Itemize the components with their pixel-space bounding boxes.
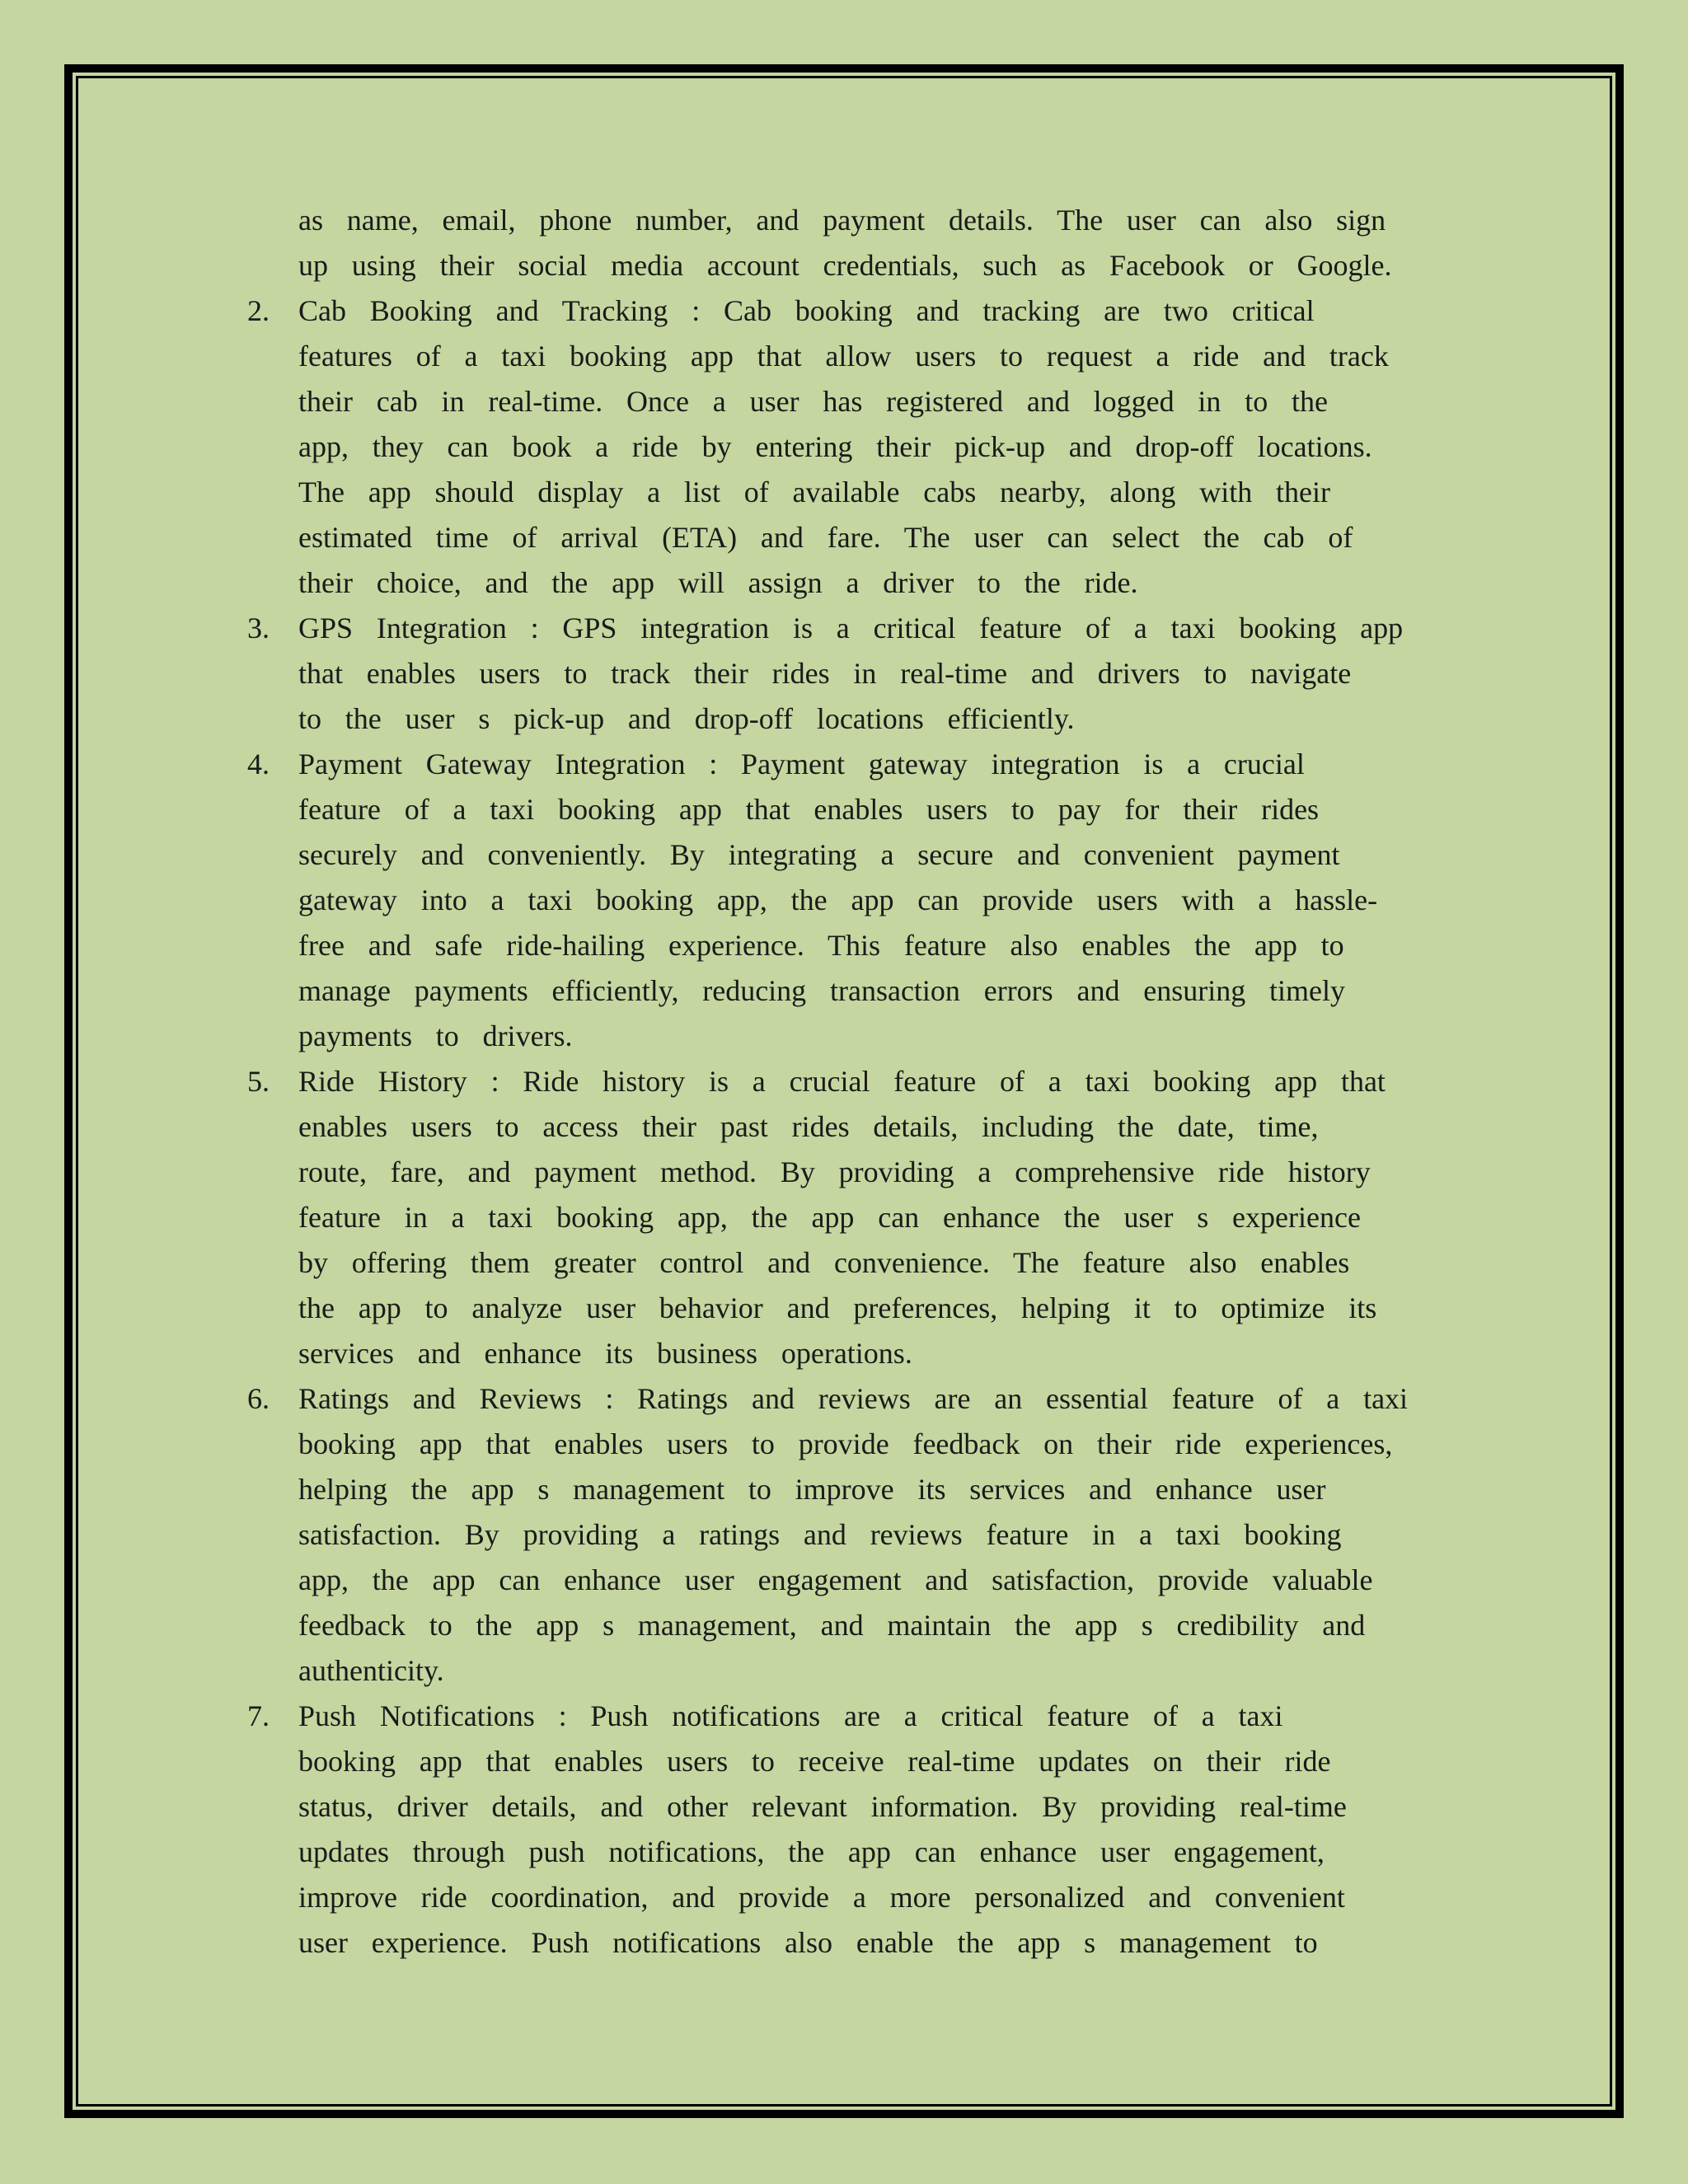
list-item-line [247, 1150, 1492, 1195]
list-item-text: features of a taxi booking app that allow users to request a ride and track [298, 340, 1389, 373]
list-item-line [247, 1648, 1492, 1694]
intro-line-text: up using their social media account credentials, such as Facebook or Google. [298, 249, 1392, 282]
list-item-line [247, 832, 1492, 878]
list-item-line [247, 1603, 1492, 1648]
list-item-line [247, 1830, 1492, 1875]
list-item-line [247, 1240, 1492, 1286]
list-item-line [247, 968, 1492, 1014]
list-item-text: user experience. Push notifications also enable the app s management to [298, 1926, 1318, 1959]
list-item-number: 6. [247, 1382, 270, 1415]
list-item-line [247, 696, 1492, 742]
list-item-line [247, 470, 1492, 515]
list-item-line [247, 1558, 1492, 1603]
list-item-text: their cab in real-time. Once a user has registered and logged in to the [298, 385, 1329, 418]
list-item-line [247, 424, 1492, 470]
list-item-number: 2. [247, 294, 270, 327]
list-item-line [247, 560, 1492, 606]
list-item-text: their choice, and the app will assign a driver to the ride. [298, 566, 1138, 599]
list-item-text: manage payments efficiently, reducing transaction errors and ensuring timely [298, 974, 1346, 1007]
list-item-line [247, 1920, 1492, 1966]
list-item-text: GPS Integration : GPS integration is a critical feature of a taxi booking app [298, 612, 1404, 644]
list-item-line [247, 288, 1492, 334]
list-item-line [247, 1784, 1492, 1830]
list-item-line [247, 1014, 1492, 1059]
list-item-line [247, 1512, 1492, 1558]
list-item-text: by offering them greater control and convenience. The feature also enables [298, 1246, 1350, 1279]
list-item-text: route, fare, and payment method. By providing a comprehensive ride history [298, 1155, 1371, 1188]
list-item-text: helping the app s management to improve its services and enhance user [298, 1473, 1326, 1506]
list-item-text: Ratings and Reviews : Ratings and reviews are an essential feature of a taxi [298, 1382, 1409, 1415]
list-item-line [247, 651, 1492, 696]
list-item-line [247, 334, 1492, 379]
intro-line [247, 243, 1492, 288]
list-item-line [247, 742, 1492, 787]
list-item-text: feature of a taxi booking app that enables users to pay for their rides [298, 793, 1320, 826]
list-item-line [247, 379, 1492, 424]
list-item-line [247, 1286, 1492, 1331]
list-item-line [247, 1875, 1492, 1920]
list-item-text: free and safe ride-hailing experience. This feature also enables the app to [298, 929, 1344, 962]
list-item-text: improve ride coordination, and provide a more personalized and convenient [298, 1881, 1345, 1914]
list-item-text: estimated time of arrival (ETA) and fare. The user can select the cab of [298, 521, 1353, 554]
list-item-text: to the user s pick-up and drop-off locations efficiently. [298, 702, 1075, 735]
list-item-line [247, 1104, 1492, 1150]
list-item-line [247, 1059, 1492, 1104]
list-item-line [247, 1694, 1492, 1739]
list-item-text: enables users to access their past rides details, including the date, time, [298, 1110, 1319, 1143]
list-item-text: feedback to the app s management, and maintain the app s credibility and [298, 1609, 1366, 1642]
list-item-text: booking app that enables users to receive real-time updates on their ride [298, 1745, 1331, 1778]
list-item-text: updates through push notifications, the app can enhance user engagement, [298, 1835, 1325, 1868]
list-item-text: securely and conveniently. By integrating a secure and convenient payment [298, 838, 1340, 871]
list-item-line [247, 923, 1492, 968]
list-item-text: Cab Booking and Tracking : Cab booking and tracking are two critical [298, 294, 1315, 327]
list-item-line [247, 1331, 1492, 1376]
list-item-line [247, 1739, 1492, 1784]
list-item-text: booking app that enables users to provide feedback on their ride experiences, [298, 1427, 1393, 1460]
list-item-text: feature in a taxi booking app, the app can enhance the user s experience [298, 1201, 1361, 1234]
list-item-number: 7. [247, 1699, 270, 1732]
list-item-text: authenticity. [298, 1654, 444, 1687]
list-item-line [247, 1376, 1492, 1422]
list-item-text: gateway into a taxi booking app, the app can provide users with a hassle- [298, 883, 1378, 916]
list-item-text: app, the app can enhance user engagement and satisfaction, provide valuable [298, 1563, 1373, 1596]
list-item-number: 3. [247, 612, 270, 644]
list-item-text: Payment Gateway Integration : Payment gateway integration is a crucial [298, 748, 1305, 780]
list-item-text: status, driver details, and other relevant information. By providing real-time [298, 1790, 1347, 1823]
list-item-text: app, they can book a ride by entering their pick-up and drop-off locations. [298, 430, 1372, 463]
list-item-text: Push Notifications : Push notifications are a critical feature of a taxi [298, 1699, 1283, 1732]
intro-line [247, 198, 1492, 243]
list-item-line [247, 606, 1492, 651]
list-item-text: the app to analyze user behavior and preferences, helping it to optimize its [298, 1291, 1377, 1324]
list-item-line [247, 1467, 1492, 1512]
list-item-text: The app should display a list of available cabs nearby, along with their [298, 476, 1330, 509]
list-item-line [247, 1422, 1492, 1467]
list-item-text: satisfaction. By providing a ratings and reviews feature in a taxi booking [298, 1518, 1342, 1551]
list-item-number: 4. [247, 748, 270, 780]
list-item-text: Ride History : Ride history is a crucial feature of a taxi booking app that [298, 1065, 1386, 1098]
list-item-text: that enables users to track their rides in real-time and drivers to navigate [298, 657, 1352, 690]
list-item-line [247, 878, 1492, 923]
intro-line-text: as name, email, phone number, and payment details. The user can also sign [298, 204, 1386, 237]
list-item-text: payments to drivers. [298, 1019, 573, 1052]
list-item-text: services and enhance its business operations. [298, 1337, 912, 1370]
list-item-line [247, 1195, 1492, 1240]
document-body [247, 198, 1492, 1966]
list-item-line [247, 787, 1492, 832]
list-item-line [247, 515, 1492, 560]
list-item-number: 5. [247, 1065, 270, 1098]
